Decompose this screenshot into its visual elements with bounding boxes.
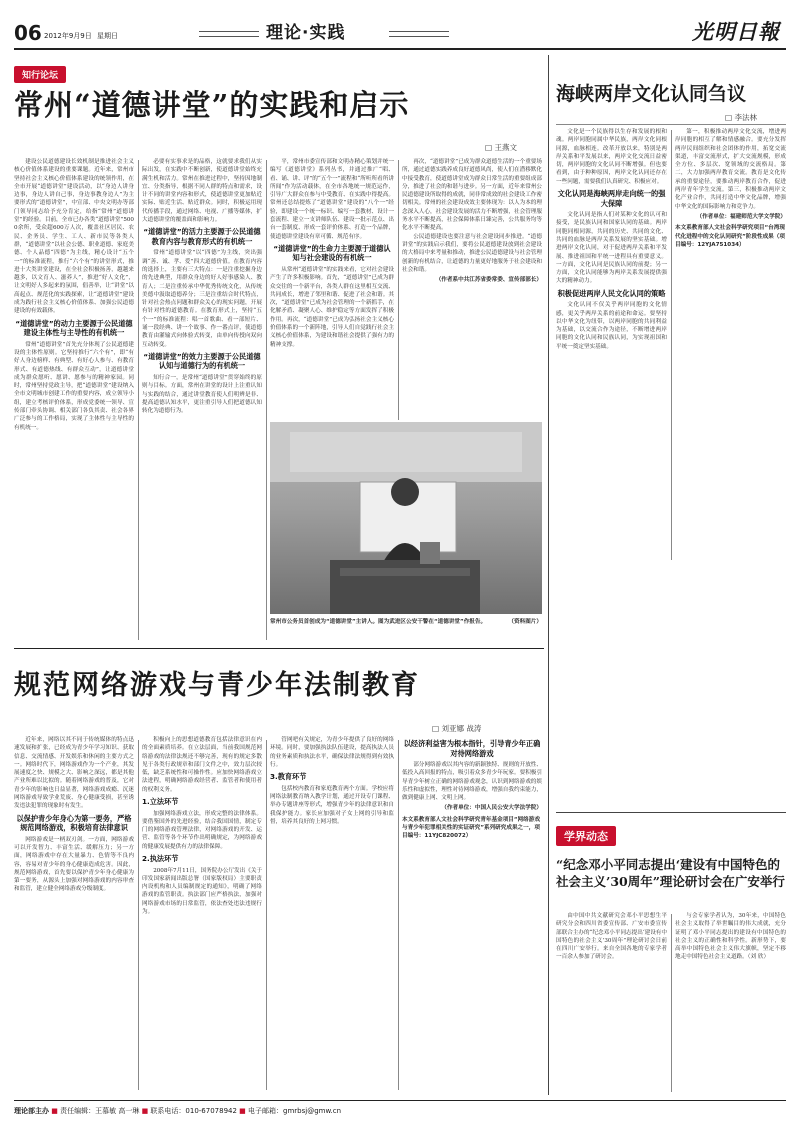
article3-column-4 (402, 736, 542, 1094)
article3-author-note: （作者单位：中国人民公安大学法学院） (441, 805, 542, 812)
article1-photo (270, 422, 542, 614)
article3-subheading: 以经济利益害为根本指针，引导青少年正确对待网络游戏 (403, 739, 541, 758)
issue-weekday: 星期日 (97, 32, 118, 40)
article3-paragraph: 2008年7月11日，国务院办公厅发出《关于印发国家新闻出版总署（国家版权局）主要职责内设机构和人员编制规定的通知》，明确了网络游戏的监管职责。执法部门应严格执法，加强对网络游戏市场的日常监管，依法查处违法违规行为。 (142, 867, 262, 916)
article2-fund-note: 本文系教育部人文社会科学研究项目“台湾现代化进程中的文化认同研究”阶段性成果（项目编号：12YJA751034） (675, 225, 785, 248)
forum-tag: 知行论坛 (14, 66, 66, 83)
article1-subheading: “道德讲堂”的生命力主要源于道德认知与社会建设的有机统一 (273, 243, 391, 263)
column-divider (671, 914, 672, 1092)
article2-column-1 (556, 128, 667, 560)
column-divider (266, 740, 267, 1090)
column-divider (266, 160, 267, 640)
article1-author-note: （作者系中共江苏省委常委、宣传部部长） (435, 277, 542, 284)
section-bars-left (199, 31, 259, 37)
article1-subheading: “道德讲堂”的效力主要源于公民道德认知与道德行为的有机统一 (143, 351, 261, 371)
article3-subheading: 3.教育环节 (270, 772, 307, 782)
photo-credit: （资料图片） (508, 619, 542, 625)
article2-rule (556, 124, 786, 125)
footer-department: 理论部主办 (14, 1107, 49, 1115)
photo-caption-text: 常州市公务员首创成为“道德讲堂”主讲人。图为武进区公安干警在“道德讲堂”作报告。 (270, 619, 487, 625)
footer-separator: ■ (239, 1107, 246, 1115)
section-title: 理论·实践 (266, 23, 346, 43)
article1-column-3 (270, 158, 394, 420)
column-divider (398, 160, 399, 420)
article3-subheading: 2.执法环节 (142, 854, 179, 864)
article1-paragraph: 建设公民道德建设长效机制是推进社会主义核心价值体系建设的重要课题。近年来，常州市坚持社会主义核心价值体系建设的统领作用，在全市开展“道德讲堂”建设活动，以“身边人讲身边事，身边人讲自己事，身边事教身边人”为主要形式的“道德讲堂”，中宣部、中央文明办等部门领导同志给予充分肯定，给指“常州”道德讲堂”的经验。目前，全市已办各类“道德讲堂”5000余所，受众超600万人次，覆盖社区居民、农民、企务员、学生、工人、新市民等各类人群，“道德讲堂”以社会公德、职业道德、家庭美德、个人品德“四德”为主线，精心设计“五个一”的标准流程，推行“六个有”的讲堂形式，推进十大类讲堂建设，在全社会积极扬善，越越来越多，以文育人、滋养人”，推进“好人文化”，让文明好人多起来的氛围，倡善举，让“讲堂”以高起点、规范化的实践探索，让“道德讲堂”建设成为践行社会主义核心价值体系、加强公民道德建设的有效载体。 (14, 159, 134, 315)
article1-byline: □ 王燕文 (485, 143, 517, 152)
article1-column-4 (402, 158, 542, 420)
footer-phone: 联系电话：010-67078942 (150, 1107, 237, 1115)
article1-subheading: “道德讲堂”的动力主要源于公民道德建设主体性与主导性的有机统一 (15, 318, 133, 338)
header-rule (14, 48, 786, 50)
academic-news-tag: 学界动态 (556, 826, 616, 846)
footer-rule (14, 1100, 786, 1101)
page-footer (14, 1106, 786, 1116)
lower-rule (14, 648, 544, 649)
article1-column-1 (14, 158, 134, 646)
article2-paragraph: 文化认同是指人们对某种文化的认可和接受，是民族认同和国家认同的基础。两岸同胞同根同源，共同的历史、共同的文化、共同的血脉是两岸关系发展的坚实基础。增进两岸文化认同，对于促进两岸关系和平发展、推进祖国和平统一进程具有重要意义。一方面，文化认同是民族认同的前提；另一方面，文化认同能够为两岸关系发展提供强大的精神动力。 (556, 212, 667, 285)
article3-paragraph: 近年来，网络以其不同于传统媒体的特点迅速发展和扩张，已经成为青少年学习知识、获取信息、交流情感、开发娱乐和休闲的主要方式之一。网络时代下，网络游戏作为一个产业，其发展速度之快、规模之大、影响之深远，都是其他产业所难以比拟的。随着网络游戏的普及，它对青少年的影响也日益显著，网络游戏成瘾、沉迷网络游戏导致学业荒废、身心健康受损，甚至诱发违法犯罪的现象时有发生。 (14, 737, 134, 810)
article2-column-2 (675, 128, 786, 560)
article2-author-note: （作者单位：福建师范大学文学院） (696, 213, 786, 220)
masthead-logo: 光明日報 (692, 19, 780, 44)
article3-paragraph: 管网吧有关规定，为青少年提供了良好的网络环境。同时，要加强执法队伍建设，提高执法人员的业务素质和执法水平，确保法律法规得到有效执行。 (270, 737, 394, 768)
footer-email: 电子邮箱：gmrbsj@gmw.cn (248, 1107, 342, 1115)
article1-paragraph: 平，常州市委宣传部和文明办精心策划并统一编写《道德讲堂》系列丛书，并通过推广“唱、看、诵、讲、评”的“五个一”流程和“所听所看所讲所闻”作为活动载体，在全市各地统一规范运作，引导广大群众在参与中受教育、在实践中得提高。常州还总结提炼了“道德讲堂”建设的“八个一”经验，即建设一个统一标识、编写一套教材、设计一套流程、建立一支讲师队伍、建设一批示范点、出台一套制度、形成一套评价体系、打造一个品牌，使道德讲堂建设有章可循、规范有序。 (270, 159, 394, 240)
section-bars-right (389, 31, 449, 37)
article1-paragraph: 从常州“道德讲堂”的实践来看，它对社会建设产生了许多积极影响。首先，“道德讲堂”已成为群众交往的一个新平台，各类人群在这里相互交流、共同成长，增进了邻里和谐、促进了社会和谐。其次，“道德讲堂”已成为社会管理的一个新抓手，在化解矛盾、凝聚人心、维护稳定等方面发挥了积极作用。再次，“道德讲堂”已成为弘扬社会主义核心价值体系的一个新阵地，引导人们自觉践行社会主义核心价值体系，为建设和谐社会提供了强有力的精神支撑。 (270, 266, 394, 348)
footer-separator: ■ (141, 1107, 149, 1115)
article1-paragraph: 公民道德建设也要注意与社会建设同步推进。“道德讲堂”的实践启示我们，要将公民道德建设放到社会建设的大格局中来考量和推动，推进公民道德建设与社会管理创新的有机结合，让道德的力量更好地服务于社会建设和社会和谐。 (402, 233, 542, 273)
photo-caption (270, 618, 542, 644)
column-divider (671, 130, 672, 560)
article3-subheading: 以保护青少年身心为第一要务，严格规范网络游戏，积极培育法律意识 (16, 813, 132, 833)
article3-column-3 (270, 736, 394, 1094)
article1-paragraph: 再次，“道德讲堂”已成为群众道德生活的一个重要场所，通过道德实践养成良好道德风尚，使人们在潜移默化中接受教育，使道德讲堂成为群众日常生活的重要组成部分，推进了社会的和谐与进步。另一方面，近年来常州公民道德建设所取得的成就，同非常成效的社会建设工作密切相关。常州的社会建设成效主要体现为：以人为本的理念深入人心，社会建设发展的活力不断增强，社会管理服务水平不断提高，社会保障体系日臻完善，公共服务均等化水平不断提高。 (402, 159, 542, 232)
article3-column-2 (142, 736, 262, 1094)
article4-title: “纪念邓小平同志提出‘建设有中国特色的社会主义’30周年”理论研讨会在广安举行 (556, 857, 785, 889)
article4-paragraph: 由中国中共文献研究会邓小平思想生平研究分会和四川省委宣传部、广安市委宣传部联合主办的“纪念邓小平同志提出‘建设有中国特色的社会主义’30周年”理论研讨会日前在四川广安举行。来自全国各地的专家学者一百余人参加了研讨会。 (556, 913, 667, 961)
article3-paragraph: 加强网络游戏立法，形成完整的法律体系。要借鉴国外的先进经验，结合我国国情，制定专门的网络游戏管理法律，对网络游戏的开发、运营、监管等各个环节作出明确规定，为网络游戏的健康发展提供有力的法律保障。 (142, 810, 262, 850)
article1-subheading: “道德讲堂”的活力主要源于公民道德教育内容与教育形式的有机统一 (143, 227, 261, 246)
article2-title: 海峡两岸文化认同刍议 (556, 83, 747, 105)
column-divider (138, 160, 139, 640)
column-divider (398, 740, 399, 1090)
article2-paragraph: 文化是一个民族得以生存和发展的根和魂。两岸同胞同属中华民族，两岸文化同根同源，血脉相连。改革开放以来，特别是两岸关系和平发展以来，两岸文化交流日益密切，两岸同胞的文化认同不断增强。但也要看到，由于种种原因，两岸文化认同还存在一些问题，需要我们认真研究、积极应对。 (556, 129, 667, 185)
article3-subheading: 1.立法环节 (142, 797, 179, 807)
article4-paragraph: 与会专家学者认为，30年来，中国特色社会主义取得了举世瞩目的伟大成就，充分证明了邓小平同志提出的建设有中国特色的社会主义的正确性和科学性。新形势下，要高举中国特色社会主义伟大旗帜，坚定不移地走中国特色社会主义道路。（刘 欣） (675, 913, 786, 961)
article2-paragraph: 第一，积极推动两岸文化交流，增进两岸同胞的相互了解和情感融合。要充分发挥两岸民间组织和社会团体的作用，拓宽交流渠道，丰富交流形式，扩大交流规模，形成全方位、多层次、宽领域的交流格局。第二，大力加强两岸教育交流。教育是文化传承的重要途径，要推动两岸教育合作，促进两岸青年学生交流。第三，积极推动两岸文化产业合作，共同打造中华文化品牌，增强中华文化的国际影响力和竞争力。 (675, 129, 786, 210)
article3-paragraph: 网络游戏是一柄双刃剑。一方面，网络游戏可以开发智力、丰富生活、缓解压力；另一方面，网络游戏中存在大量暴力、色情等不良内容，容易对青少年的身心健康造成危害。因此，规范网络游戏，首先要以保护青少年身心健康为第一要务，从源头上加强对网络游戏的内容审查和监管，建立健全网络游戏分级制度。 (14, 836, 134, 893)
page-header (14, 19, 786, 46)
article1-paragraph: 必要有实事求是的品格，这就要求我们从实际出发，在实践中不断创新，使道德讲堂始终充满生机和活力。常州在推进过程中，坚持因地制宜、分类指导，根据不同人群的特点和需求，设计不同的讲堂内容和形式，使道德讲堂更加贴近实际、贴近生活、贴近群众。同时，积极运用现代传播手段，通过网络、电视、广播等媒体，扩大道德讲堂的覆盖面和影响力。 (142, 159, 262, 224)
article3-paragraph: 包括校内教育和家庭教育两个方面。学校应将网络法制教育纳入教学计划，通过开设专门课程、举办专题讲座等形式，增强青少年的法律意识和自我保护能力。家长应加强对子女上网的引导和监督，培养其良好的上网习惯。 (270, 785, 394, 825)
article3-title: 规范网络游戏与青少年法制教育 (14, 670, 420, 701)
article4-rule (556, 812, 786, 813)
article4-column-2 (675, 912, 786, 1094)
article3-byline: □ 刘亚娜 战涛 (432, 724, 482, 733)
article4-column-1 (556, 912, 667, 1094)
page-number: 06 (14, 21, 42, 45)
right-column-border (548, 55, 549, 1095)
article2-paragraph: 文化认同不仅关乎两岸同胞的文化情感，更关乎两岸关系的前途和命运。要坚持以中华文化为纽带，以两岸同胞的共同利益为基础，以交流合作为途径，不断增进两岸同胞的文化认同和民族认同，为实现祖国和平统一奠定坚实基础。 (556, 302, 667, 350)
footer-editors: 责任编辑：王慕敏 高一琳 (60, 1107, 140, 1115)
article3-column-1 (14, 736, 134, 1094)
article2-subheading: 积极促进两岸人民文化认同的策略 (557, 288, 666, 298)
column-divider (138, 740, 139, 1090)
issue-date: 2012年9月9日 (44, 32, 92, 40)
article1-column-2 (142, 158, 262, 646)
article3-paragraph: 积极向上的思想道德教育包括法律意识在内的全面素质培养。在立法层面，当前我国规范网络游戏的法律法规还不够完善，现有的规定多散见于各类行政规章和部门文件之中，效力层次较低，缺乏系统性和可操作性。应加快网络游戏立法进程，明确网络游戏经营者、监管者和使用者的权利义务。 (142, 737, 262, 793)
article3-fund-note: 本文系教育部人文社会科学研究青年基金项目“网络游戏与青少年犯罪相关性的实证研究”系列研究成果之一，项目编号：11YJC820072） (402, 816, 540, 840)
article3-paragraph: 部分网络游戏以其内容的新颖独特、规则的开放性、低投入高回报的特点，吸引着众多青少年玩家。要积极引导青少年树立正确的网络游戏观念，认识到网络游戏的娱乐性和虚拟性，理性对待网络游戏，增强自我约束能力，做到健康上网、文明上网。 (402, 762, 542, 802)
speaker-photo-illustration (270, 422, 542, 614)
article2-subheading: 文化认同是海峡两岸走向统一的强大保障 (557, 189, 666, 208)
article1-paragraph: 常州“道德讲堂”以“四德”为主线，突出强调“善、诚、孝、爱”四大道德价值。在教育内容的选择上，主要有三大特点：一是注重挖掘身边的先进典型，用群众身边的好人好事感染人、教育人；二是注重传承中华优秀传统文化，从传统美德中汲取道德养分；三是注重结合时代特点，针对社会热点问题和群众关心的现实问题，开展有针对性的道德教育。在教育形式上，坚持“五个一”的标准流程：唱一首歌曲、看一部短片、诵一段经典、讲一个故事、作一番点评，使道德教育由灌输式向体验式转变，由单向传授向双向互动转变。 (142, 250, 262, 348)
article1-paragraph: 常州“道德讲堂”首先充分体现了公民道德建设的主体性原则。它坚持推行“六个有”，即“有好人身边榜样、有典型、有好心人参与、有教育形式、有道德热线、有群众互动”，让道德讲堂成为群众愿听、愿讲、愿参与的精神家园。同时，常州坚持党政主导，把“道德讲堂”建设纳入全市文明城市创建工作的重要内容，成立领导小组，建立考核评价体系，形成党委统一领导、宣传部门牵头协调、相关部门各负其责、社会各界广泛参与的工作格局，实现了主体性与主导性的有机统一。 (14, 341, 134, 431)
article1-paragraph: 知行合一，是常州“道德讲堂”贯穿始终的原则与目标。方面，常州在讲堂的设计上注重认知与实践的结合，通过讲堂教育使人们明辨是非、提高道德认知水平，更注重引导人们把道德认知转化为道德行为。 (142, 374, 262, 415)
article2-byline: □ 李法林 (725, 113, 757, 122)
footer-separator: ■ (51, 1107, 58, 1115)
article1-title: 常州“道德讲堂”的实践和启示 (14, 88, 410, 122)
